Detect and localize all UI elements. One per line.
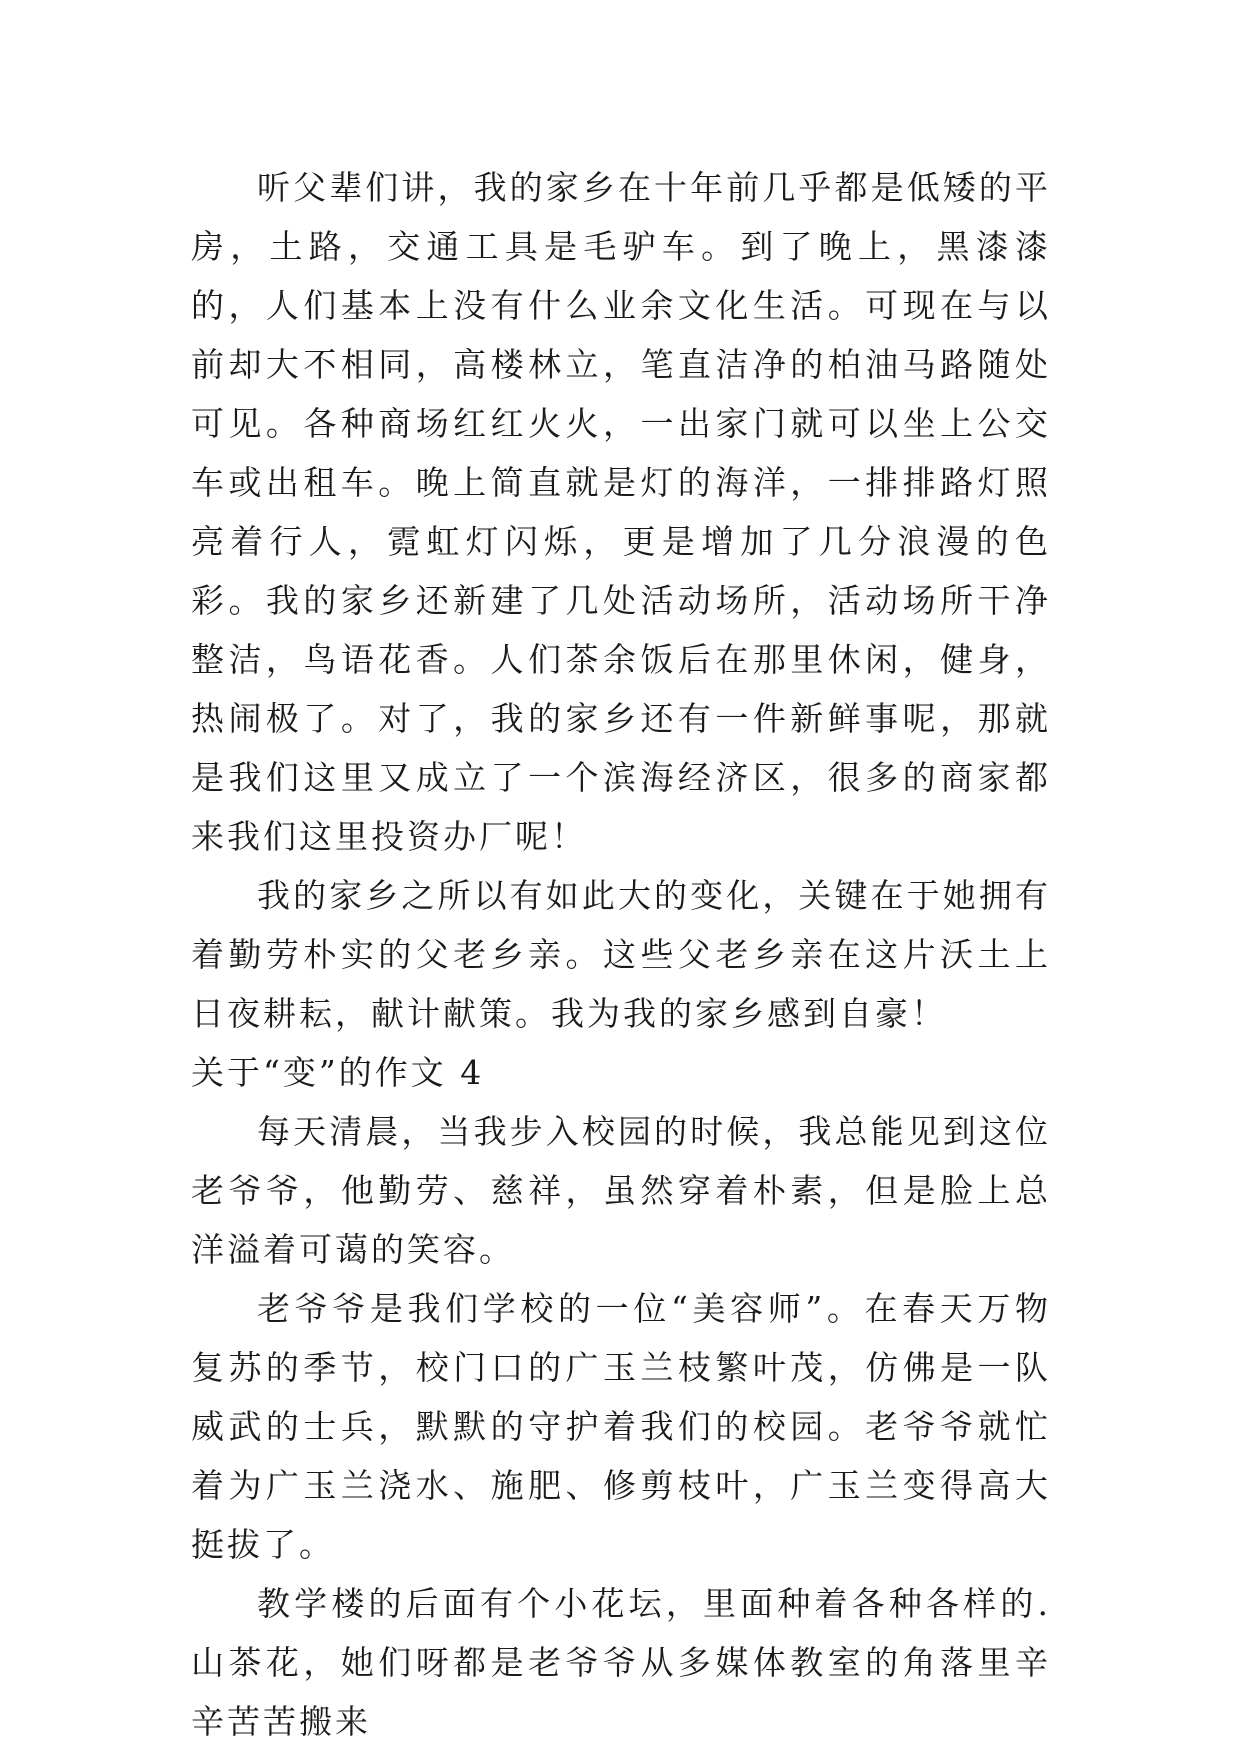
paragraph-hometown-pride: 我的家乡之所以有如此大的变化，关键在于她拥有着勤劳朴实的父老乡亲。这些父老乡亲在这片沃土上日夜耕耘，献计献策。我为我的家乡感到自豪！ xyxy=(191,876,1051,1033)
paragraph-grandpa-intro: 每天清晨，当我步入校园的时候，我总能见到这位老爷爷，他勤劳、慈祥，虽然穿着朴素，但是脸上总洋溢着可蔼的笑容。 xyxy=(191,1112,1051,1269)
paragraph-hometown-change: 听父辈们讲，我的家乡在十年前几乎都是低矮的平房，土路，交通工具是毛驴车。到了晚上，黑漆漆的，人们基本上没有什么业余文化生活。可现在与以前却大不相同，高楼林立，笔直洁净的柏油马路随处可见。各种商场红红火火，一出家门就可以坐上公交车或出租车。晚上简直就是灯的海洋，一排排路灯照亮着行人，霓虹灯闪烁，更是增加了几分浪漫的色彩。我的家乡还新建了几处活动场所，活动场所干净整洁，鸟语花香。人们茶余饭后在那里休闲，健身，热闹极了。对了，我的家乡还有一件新鲜事呢，那就是我们这里又成立了一个滨海经济区，很多的商家都来我们这里投资办厂呢！ xyxy=(191,168,1051,856)
essay-heading: 关于“变”的作文 4 xyxy=(191,1053,485,1092)
document-body xyxy=(191,158,1051,1751)
paragraph-flower-bed: 教学楼的后面有个小花坛，里面种着各种各样的.山茶花，她们呀都是老爷爷从多媒体教室的角落里辛辛苦苦搬来 xyxy=(191,1584,1051,1741)
paragraph-grandpa-beautician: 老爷爷是我们学校的一位“美容师”。在春天万物复苏的季节，校门口的广玉兰枝繁叶茂，仿佛是一队威武的士兵，默默的守护着我们的校园。老爷爷就忙着为广玉兰浇水、施肥、修剪枝叶，广玉兰变得高大挺拔了。 xyxy=(191,1289,1051,1564)
